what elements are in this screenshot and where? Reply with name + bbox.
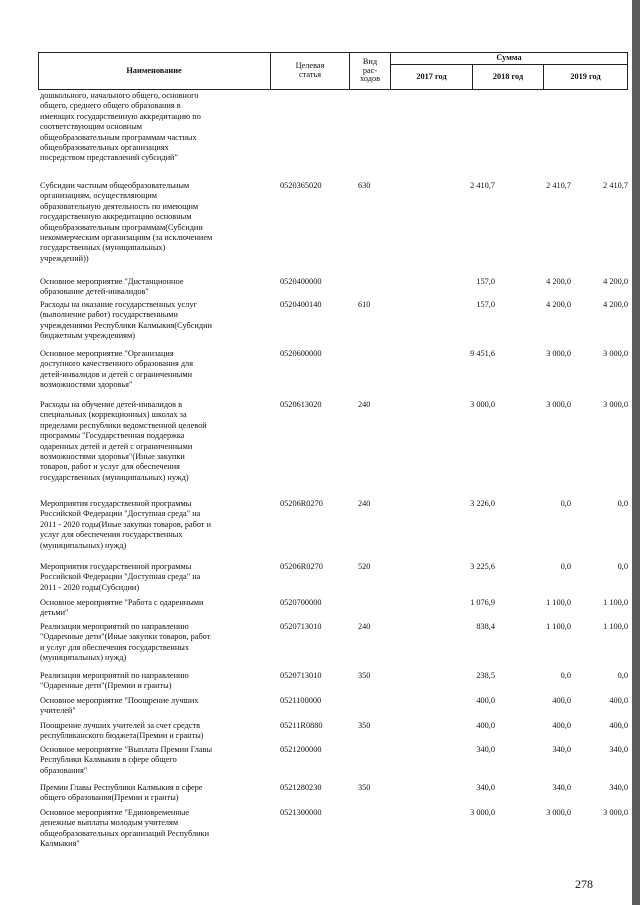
row-name-line: товаров, работ и услуг для обеспечения	[40, 462, 180, 472]
row-target-code: 05211R0880	[280, 721, 323, 730]
row-value-2019: 0,0	[617, 562, 628, 571]
row-name-line: Республики Калмыкия в сфере общего	[40, 755, 177, 765]
row-name-line: Основное мероприятие "Работа с одаренными	[40, 598, 204, 607]
row-target-code: 0520713010	[280, 622, 322, 631]
row-target-code: 0520713010	[280, 671, 322, 680]
row-name-line: общеобразовательных организациях	[40, 143, 169, 153]
row-value-2017: 3 000,0	[470, 400, 495, 409]
row-value-2017: 3 000,0	[470, 808, 495, 817]
row-name-line: Расходы на оказание государственных услуг	[40, 300, 197, 309]
row-expense-type: 350	[358, 783, 371, 792]
row-name-line: образования"	[40, 765, 88, 775]
row-target-code: 0520700000	[280, 598, 322, 607]
row-value-2017: 400,0	[476, 696, 495, 705]
row-name-line: Основное мероприятие "Поощрение лучших	[40, 696, 199, 705]
row-value-2017: 2 410,7	[470, 181, 495, 190]
row-name-line: республиканского бюджета(Премии и гранты)	[40, 731, 204, 741]
row-target-code: 0520365020	[280, 181, 322, 190]
header-type-line2: рас-	[362, 65, 378, 75]
row-target-code: 0520600000	[280, 349, 322, 358]
row-value-2019: 4 200,0	[603, 277, 628, 286]
row-name-line: общего образования(Премии и гранты)	[40, 793, 179, 803]
row-name-line: специальных (коррекционных) школах за	[40, 410, 187, 420]
row-name	[40, 622, 268, 664]
row-target-code: 05206R0270	[280, 562, 323, 571]
row-name	[40, 349, 268, 391]
row-value-2018: 3 000,0	[546, 808, 571, 817]
header-sum: Сумма	[496, 52, 522, 62]
row-name-line: образование детей-инвалидов"	[40, 287, 149, 297]
row-name-line: Российской Федерации "Доступная среда" на	[40, 572, 201, 582]
row-name-line: Российской Федерации "Доступная среда" на	[40, 509, 201, 519]
row-value-2019: 0,0	[617, 499, 628, 508]
row-value-2018: 3 000,0	[546, 400, 571, 409]
row-value-2019: 3 000,0	[603, 349, 628, 358]
row-name-line: Основное мероприятие "Дистанционное	[40, 277, 184, 286]
row-name-line: возможностями здоровья"	[40, 380, 133, 390]
row-value-2018: 340,0	[552, 783, 571, 792]
row-expense-type: 240	[358, 499, 371, 508]
row-value-2017: 157,0	[476, 277, 495, 286]
row-value-2019: 400,0	[609, 721, 628, 730]
row-name	[40, 696, 268, 717]
row-value-2018: 1 100,0	[546, 598, 571, 607]
table-header	[38, 52, 628, 90]
row-name-line: учреждений))	[40, 253, 89, 263]
row-value-2018: 400,0	[552, 696, 571, 705]
row-value-2019: 3 000,0	[603, 400, 628, 409]
row-name	[40, 598, 268, 619]
row-name-line: Реализация мероприятий по направлению	[40, 622, 189, 631]
row-name-line: Основное мероприятие "Единовременные	[40, 808, 190, 817]
row-value-2017: 1 076,9	[470, 598, 495, 607]
row-name-line: бюджетным учреждениям)	[40, 331, 135, 341]
row-name-line: посредством представлений субсидий"	[40, 153, 178, 163]
row-name-line: одаренных детей и детей с ограниченными	[40, 441, 193, 451]
row-name-line: Мероприятия государственной программы	[40, 562, 192, 571]
header-name: Наименование	[126, 65, 182, 75]
row-name-line: (муниципальных) нужд)	[40, 653, 127, 663]
row-name-line: дошкольного, начального общего, основного	[40, 91, 199, 100]
row-target-code: 0521200000	[280, 745, 322, 754]
row-value-2017: 9 451,6	[470, 349, 495, 358]
header-target-line2: статья	[298, 70, 322, 79]
row-name-line: 2011 - 2020 годы(Иные закупки товаров, работ и	[40, 519, 212, 529]
row-name	[40, 745, 268, 776]
row-name	[40, 277, 268, 298]
row-value-2018: 4 200,0	[546, 277, 571, 286]
row-name-line: государственных (муниципальных)	[40, 243, 166, 253]
row-value-2017: 3 225,6	[470, 562, 495, 571]
row-value-2018: 0,0	[560, 499, 571, 508]
row-target-code: 0520613020	[280, 400, 322, 409]
row-name-line: общеобразовательных организаций Республики	[40, 828, 210, 838]
row-name	[40, 91, 268, 164]
row-name-line: имеющих государственную аккредитацию по	[40, 111, 201, 121]
header-type-line1: Вид	[362, 56, 378, 66]
row-value-2017: 238,5	[476, 671, 495, 680]
row-target-code: 0520400000	[280, 277, 322, 286]
row-name	[40, 808, 268, 850]
row-value-2019: 340,0	[609, 745, 628, 754]
row-name-line: "Одаренные дети"(Иные закупки товаров, работ	[40, 632, 211, 642]
row-name	[40, 400, 268, 483]
row-name-line: возможностями здоровья"(Иные закупки	[40, 452, 185, 462]
row-name-line: "Одаренные дети"(Премии и гранты)	[40, 681, 172, 691]
row-name-line: образовательную деятельность по имеющим	[40, 201, 199, 211]
row-name-line: и услуг для обеспечения государственных	[40, 642, 190, 652]
row-name-line: доступного качественного образования для	[40, 359, 194, 369]
row-name	[40, 721, 268, 742]
row-expense-type: 630	[358, 181, 371, 190]
row-value-2018: 4 200,0	[546, 300, 571, 309]
page-number: 278	[575, 877, 593, 891]
row-value-2018: 0,0	[560, 562, 571, 571]
row-name	[40, 671, 268, 692]
row-name-line: общеобразовательным программам(Субсидии	[40, 222, 203, 232]
row-name	[40, 783, 268, 804]
row-name-line: программы "Государственная поддержка	[40, 431, 185, 441]
row-name-line: Калмыкия"	[40, 839, 80, 849]
row-name	[40, 499, 268, 551]
row-name-line: соответствующим основным	[40, 122, 143, 132]
row-value-2017: 400,0	[476, 721, 495, 730]
row-value-2018: 340,0	[552, 745, 571, 754]
row-name-line: общеобразовательным программам частных	[40, 132, 197, 142]
row-name-line: некоммерческим организациям (за исключением	[40, 233, 213, 243]
row-name-line: государственную аккредитацию основным	[40, 212, 192, 222]
row-name-line: денежные выплаты молодым учителям	[40, 818, 179, 828]
row-expense-type: 350	[358, 721, 371, 730]
row-value-2018: 400,0	[552, 721, 571, 730]
row-value-2018: 1 100,0	[546, 622, 571, 631]
row-value-2019: 400,0	[609, 696, 628, 705]
header-year-2019: 2019 год	[570, 71, 601, 81]
row-name-line: (муниципальных) нужд)	[40, 540, 127, 550]
row-name-line: Субсидии частным общеобразовательным	[40, 181, 190, 190]
row-value-2018: 3 000,0	[546, 349, 571, 358]
row-value-2019: 4 200,0	[603, 300, 628, 309]
row-value-2019: 3 000,0	[603, 808, 628, 817]
header-type-line3: ходов	[359, 74, 381, 84]
row-name-line: Мероприятия государственной программы	[40, 499, 192, 508]
row-name-line: Основное мероприятие "Организация	[40, 349, 174, 358]
row-expense-type: 520	[358, 562, 371, 571]
row-name-line: государственных (муниципальных) нужд)	[40, 472, 189, 482]
row-name-line: учителей"	[40, 706, 76, 716]
row-value-2017: 157,0	[476, 300, 495, 309]
row-value-2018: 2 410,7	[546, 181, 571, 190]
row-expense-type: 240	[358, 622, 371, 631]
row-expense-type: 240	[358, 400, 371, 409]
row-target-code: 0521300000	[280, 808, 322, 817]
row-name-line: общего, среднего общего образования в	[40, 101, 181, 111]
row-target-code: 0520400140	[280, 300, 322, 309]
row-name-line: детьми"	[40, 608, 69, 618]
header-expense-type	[350, 52, 390, 90]
row-name-line: Реализация мероприятий по направлению	[40, 671, 189, 680]
row-target-code: 0521280230	[280, 783, 322, 792]
row-name-line: организациям, осуществляющим	[40, 191, 158, 201]
row-name-line: 2011 - 2020 годы(Субсидии)	[40, 582, 140, 592]
row-value-2017: 838,4	[476, 622, 495, 631]
header-target-line1: Целевая	[295, 61, 325, 71]
row-name-line: (выполнение работ) государственными	[40, 310, 178, 320]
row-name-line: Премии Главы Республики Калмыкия в сфере	[40, 783, 203, 792]
row-name-line: услуг для обеспечения государственных	[40, 530, 183, 540]
header-target-article	[271, 52, 349, 90]
row-value-2019: 0,0	[617, 671, 628, 680]
row-value-2017: 3 226,0	[470, 499, 495, 508]
row-value-2019: 2 410,7	[603, 181, 628, 190]
row-name	[40, 300, 268, 342]
row-name-line: пределами республики ведомственной целевой	[40, 420, 207, 430]
row-name-line: Поощрение лучших учителей за счет средств	[40, 721, 201, 730]
row-value-2019: 1 100,0	[603, 598, 628, 607]
row-name-line: Расходы на обучение детей-инвалидов в	[40, 400, 183, 409]
row-name-line: учреждениями Республики Калмыкия(Субсидии	[40, 320, 212, 330]
row-name	[40, 181, 268, 264]
row-name-line: детей-инвалидов и детей с ограниченными	[40, 369, 193, 379]
row-target-code: 0521100000	[280, 696, 322, 705]
row-value-2017: 340,0	[476, 783, 495, 792]
header-year-2018: 2018 год	[492, 71, 524, 81]
row-value-2017: 340,0	[476, 745, 495, 754]
row-expense-type: 610	[358, 300, 371, 309]
row-value-2019: 340,0	[609, 783, 628, 792]
scan-edge	[632, 0, 640, 905]
row-target-code: 05206R0270	[280, 499, 323, 508]
row-value-2019: 1 100,0	[603, 622, 628, 631]
row-name-line: Основное мероприятие "Выплата Премии Главы	[40, 745, 213, 754]
row-name	[40, 562, 268, 593]
row-expense-type: 350	[358, 671, 371, 680]
row-value-2018: 0,0	[560, 671, 571, 680]
header-year-2017: 2017 год	[416, 71, 447, 81]
